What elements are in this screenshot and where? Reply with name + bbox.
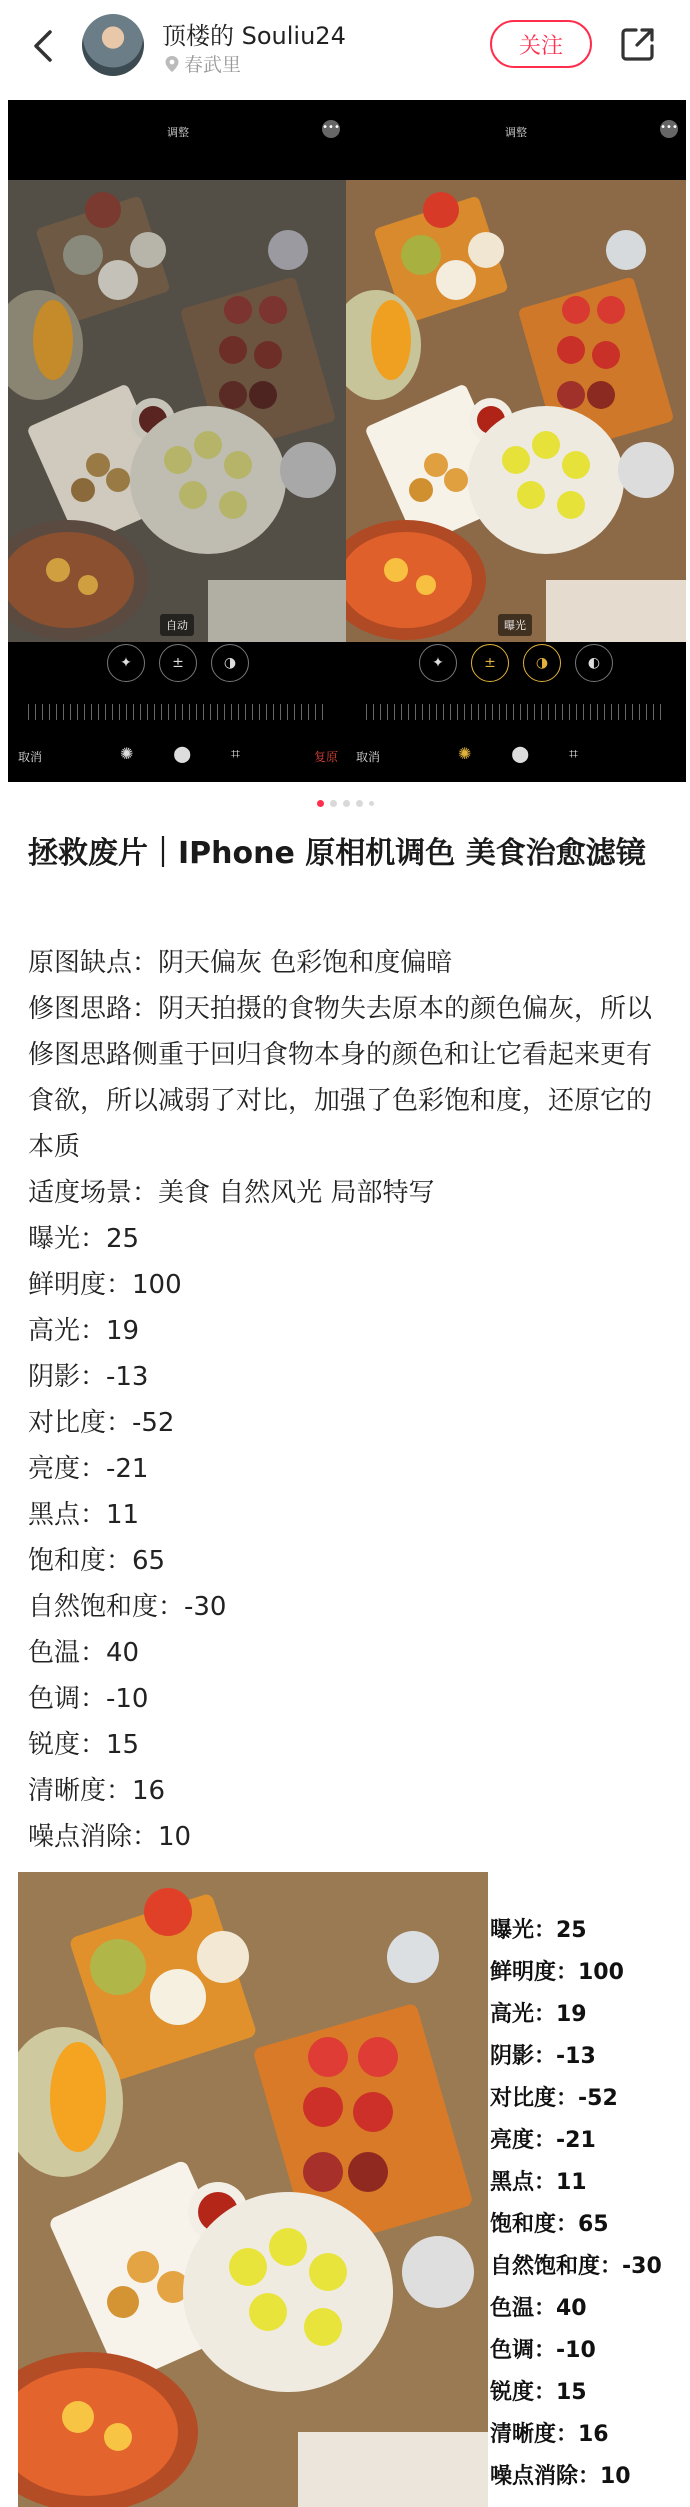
- brilliance-icon[interactable]: ◑: [523, 644, 561, 682]
- post-line: 原图缺点：阴天偏灰 色彩饱和度偏暗: [28, 948, 453, 978]
- post-line: 阴影：-13: [28, 1362, 149, 1392]
- overlay-line: 亮度：-21: [490, 2128, 596, 2153]
- post-line: 色调：-10: [28, 1684, 149, 1714]
- location-text: 春武里: [184, 54, 242, 76]
- highlights-icon[interactable]: ◐: [575, 644, 613, 682]
- magic-wand-icon[interactable]: ✦: [107, 644, 145, 682]
- food-photo-final[interactable]: [18, 1872, 488, 2507]
- original-edit-screenshot: [8, 100, 348, 782]
- adjust-tools: [346, 644, 686, 688]
- exposure-icon[interactable]: ±: [471, 644, 509, 682]
- post-line: 锐度：15: [28, 1730, 140, 1760]
- carousel-dot[interactable]: [343, 800, 350, 807]
- post-body: [28, 940, 664, 1860]
- author-avatar[interactable]: [82, 14, 144, 76]
- adjust-icon[interactable]: ✺: [458, 744, 472, 763]
- overlay-line: 色温：40: [490, 2296, 587, 2321]
- follow-button[interactable]: 关注: [490, 20, 592, 68]
- overlay-line: 鲜明度：100: [490, 1960, 624, 1985]
- panel-title: 调整: [505, 126, 527, 139]
- adjust-slider[interactable]: [28, 704, 328, 720]
- post-line: 适度场景：美食 自然风光 局部特写: [28, 1178, 435, 1208]
- location-pin-icon: [164, 55, 180, 73]
- overlay-line: 曝光：25: [490, 1918, 587, 1943]
- post-line: 清晰度：16: [28, 1776, 166, 1806]
- post-line: 高光：19: [28, 1316, 140, 1346]
- post-title: 拯救废片｜IPhone 原相机调色 美食治愈滤镜: [28, 836, 646, 871]
- cancel-button[interactable]: 取消: [18, 750, 43, 764]
- overlay-line: 阴影：-13: [490, 2044, 596, 2069]
- adjust-icon[interactable]: ✺: [120, 744, 134, 763]
- adjust-slider[interactable]: [366, 704, 666, 720]
- revert-button[interactable]: 复原: [313, 750, 338, 764]
- more-icon: •••: [322, 120, 340, 138]
- panel-title: 调整: [167, 126, 189, 139]
- settings-overlay: [490, 1910, 690, 2498]
- overlay-line: 高光：19: [490, 2002, 587, 2027]
- more-icon: •••: [660, 120, 678, 138]
- crop-icon[interactable]: ⌗: [568, 744, 578, 763]
- edited-edit-screenshot: [346, 100, 686, 782]
- food-photo-original: [8, 180, 348, 642]
- filter-icon[interactable]: ⬤: [511, 744, 530, 763]
- food-photo-edited: [346, 180, 686, 642]
- auto-tag: 自动: [160, 614, 194, 636]
- share-icon: [618, 24, 658, 64]
- overlay-line: 饱和度：65: [490, 2212, 609, 2237]
- post-line: 自然饱和度：-30: [28, 1592, 227, 1622]
- overlay-line: 噪点消除：10: [490, 2464, 631, 2489]
- carousel-dot[interactable]: [317, 800, 324, 807]
- carousel-dot[interactable]: [356, 800, 363, 807]
- author-name[interactable]: 顶楼的 Souliu24: [162, 22, 346, 50]
- filter-icon[interactable]: ⬤: [173, 744, 192, 763]
- post-line: 鲜明度：100: [28, 1270, 182, 1300]
- cancel-button[interactable]: 取消: [356, 750, 381, 764]
- edit-toolbar: [346, 740, 686, 770]
- exposure-tag: 曝光: [498, 614, 532, 636]
- crop-icon[interactable]: ⌗: [230, 744, 240, 763]
- image-carousel[interactable]: [0, 100, 690, 782]
- post-line: 对比度：-52: [28, 1408, 175, 1438]
- overlay-line: 自然饱和度：-30: [490, 2254, 662, 2279]
- post-line: 曝光：25: [28, 1224, 140, 1254]
- post-line: 亮度：-21: [28, 1454, 149, 1484]
- overlay-line: 黑点：11: [490, 2170, 587, 2195]
- chevron-left-icon: [24, 26, 64, 66]
- carousel-dot[interactable]: [330, 800, 337, 807]
- post-line: 黑点：11: [28, 1500, 140, 1530]
- overlay-line: 锐度：15: [490, 2380, 587, 2405]
- overlay-line: 色调：-10: [490, 2338, 596, 2363]
- post-line: 色温：40: [28, 1638, 140, 1668]
- overlay-line: 对比度：-52: [490, 2086, 618, 2111]
- back-button[interactable]: [24, 26, 64, 66]
- post-line: 修图思路：阴天拍摄的食物失去原本的颜色偏灰，所以修图思路侧重于回归食物本身的颜色和让它看起来更有食欲，所以减弱了对比，加强了色彩饱和度，还原它的本质: [28, 994, 653, 1162]
- overlay-line: 清晰度：16: [490, 2422, 609, 2447]
- carousel-dot[interactable]: [369, 801, 374, 806]
- post-line: 噪点消除：10: [28, 1822, 192, 1852]
- location[interactable]: [164, 50, 241, 77]
- edit-toolbar: [8, 740, 348, 770]
- magic-wand-icon[interactable]: ✦: [419, 644, 457, 682]
- post-line: 饱和度：65: [28, 1546, 166, 1576]
- post-header: [0, 0, 690, 96]
- adjust-tools: [8, 644, 348, 688]
- brilliance-icon[interactable]: ◑: [211, 644, 249, 682]
- share-button[interactable]: [618, 24, 658, 64]
- carousel-dots: [0, 800, 690, 812]
- exposure-icon[interactable]: ±: [159, 644, 197, 682]
